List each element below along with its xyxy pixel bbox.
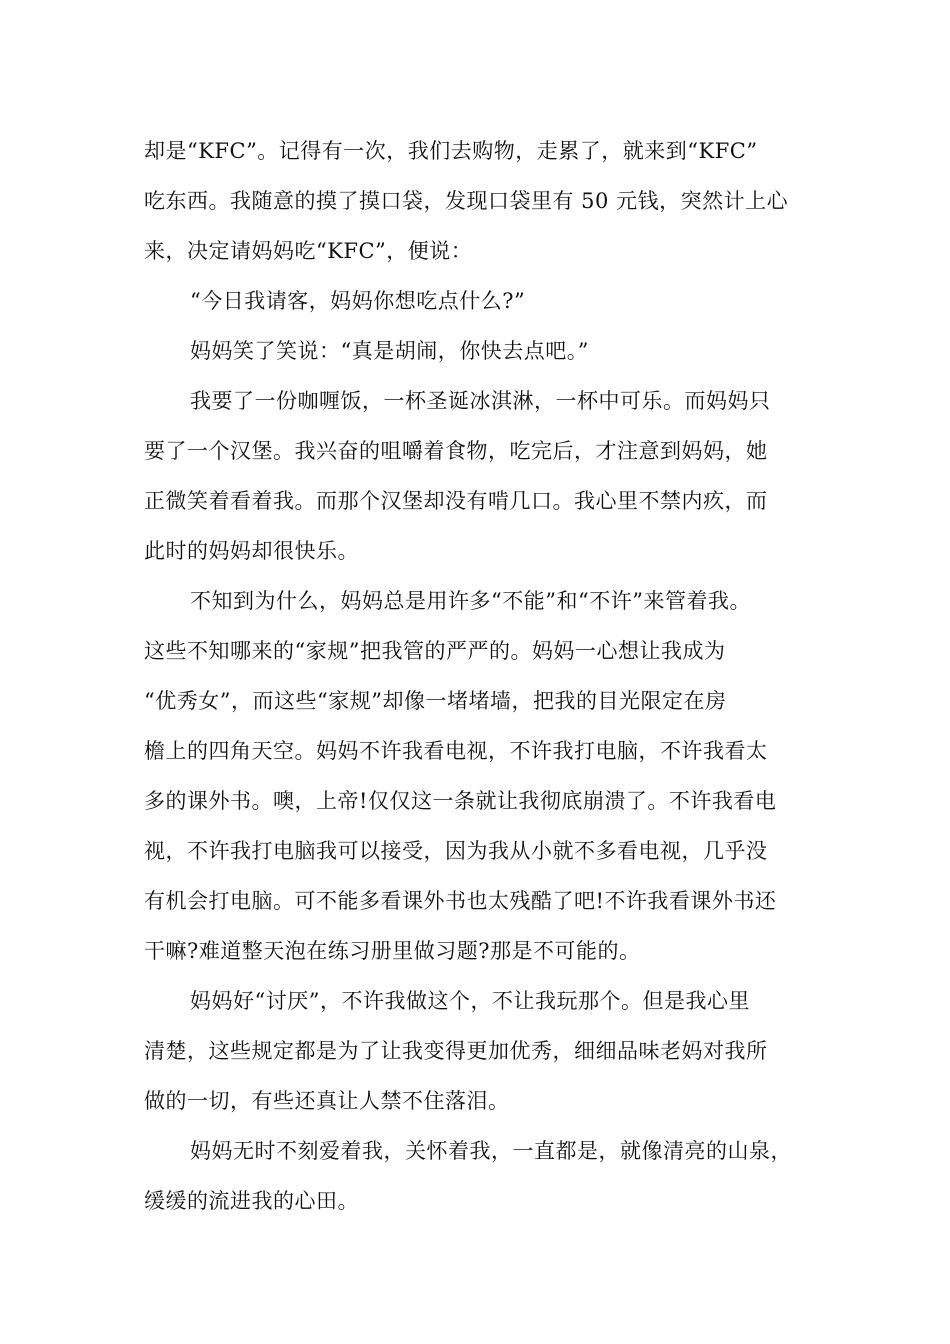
- text-line: 来，决定请妈妈吃“KFC”，便说：: [144, 239, 473, 263]
- paragraph-first-line: 妈妈好“讨厌”，不许我做这个，不让我玩那个。但是我心里: [190, 989, 750, 1013]
- paragraph-first-line: 妈妈无时不刻爱着我，关怀着我，一直都是，就像清亮的山泉，: [190, 1139, 792, 1163]
- text-line: 檐上的四角天空。妈妈不许我看电视，不许我打电脑，不许我看太: [144, 739, 768, 763]
- paragraph-first-line: 我要了一份咖喱饭，一杯圣诞冰淇淋，一杯中可乐。而妈妈只: [190, 389, 771, 413]
- text-line: 吃东西。我随意的摸了摸口袋，发现口袋里有 50 元钱，突然计上心: [144, 189, 789, 213]
- text-line: 多的课外书。噢，上帝!仅仅这一条就让我彻底崩溃了。不许我看电: [144, 789, 777, 813]
- paragraph-first-line: “今日我请客，妈妈你想吃点什么?”: [190, 289, 526, 313]
- text-line: 视，不许我打电脑我可以接受，因为我从小就不多看电视，几乎没: [144, 839, 768, 863]
- paragraph-first-line: 不知到为什么，妈妈总是用许多“不能”和“不许”来管着我。: [190, 589, 751, 613]
- paragraph-first-line: 妈妈笑了笑说：“真是胡闹，你快去点吧。”: [190, 339, 589, 363]
- text-line: “优秀女”，而这些“家规”却像一堵堵墙，把我的目光限定在房: [144, 689, 727, 713]
- text-line: 却是“KFC”。记得有一次，我们去购物，走累了，就来到“KFC”: [144, 139, 758, 163]
- text-line: 此时的妈妈却很快乐。: [144, 539, 359, 563]
- text-line: 要了一个汉堡。我兴奋的咀嚼着食物，吃完后，才注意到妈妈，她: [144, 439, 768, 463]
- text-line: 做的一切，有些还真让人禁不住落泪。: [144, 1089, 510, 1113]
- text-line: 清楚，这些规定都是为了让我变得更加优秀，细细品味老妈对我所: [144, 1039, 768, 1063]
- text-line: 这些不知哪来的“家规”把我管的严严的。妈妈一心想让我成为: [144, 639, 726, 663]
- text-line: 干嘛?难道整天泡在练习册里做习题?那是不可能的。: [144, 939, 641, 963]
- text-line: 有机会打电脑。可不能多看课外书也太残酷了吧!不许我看课外书还: [144, 889, 777, 913]
- text-line: 缓缓的流进我的心田。: [144, 1189, 359, 1213]
- text-line: 正微笑着看着我。而那个汉堡却没有啃几口。我心里不禁内疚，而: [144, 489, 768, 513]
